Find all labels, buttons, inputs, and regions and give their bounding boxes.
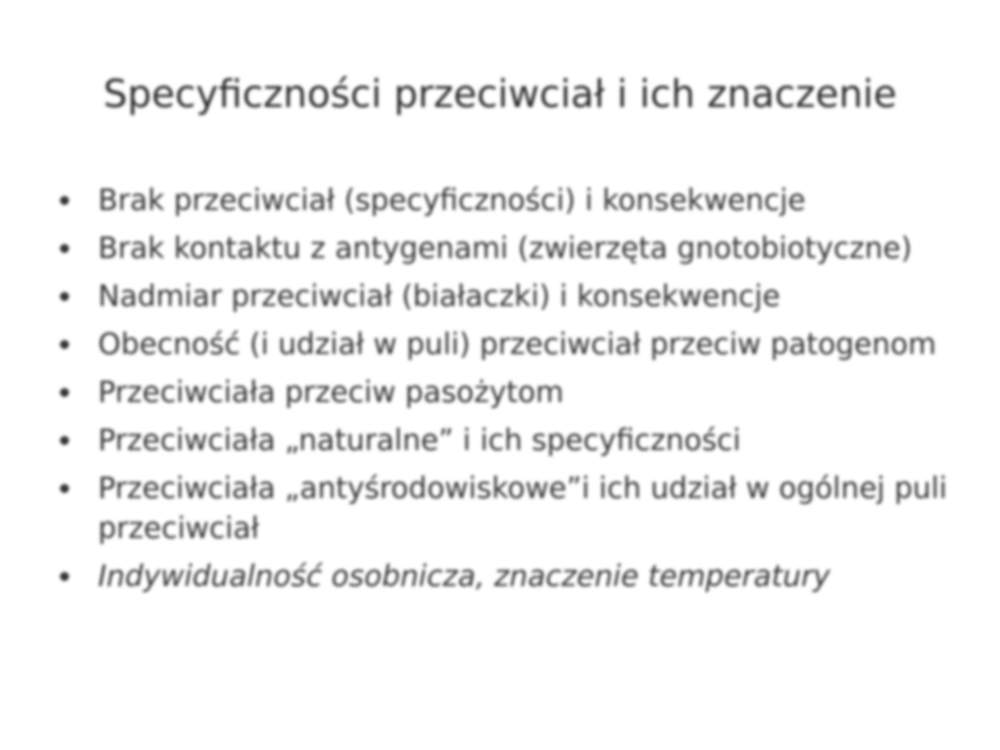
bullet-text: Brak kontaktu z antygenami (zwierzęta gnotobiotyczne) (98, 231, 913, 265)
slide-title: Specyficzności przeciwciał i ich znaczenie (103, 72, 897, 116)
bullet-icon (60, 244, 69, 253)
bullet-item (60, 556, 960, 596)
bullet-icon (60, 340, 69, 349)
bullet-item (60, 420, 960, 460)
bullet-text: Przeciwciała przeciw pasożytom (98, 375, 564, 409)
bullet-item (60, 276, 960, 316)
bullet-text: Przeciwciała „antyśrodowiskowe”i ich udział w ogólnej puli przeciwciał (98, 471, 948, 545)
bullet-icon (60, 436, 69, 445)
bullet-item (60, 324, 960, 364)
bullet-icon (60, 484, 69, 493)
bullet-text: Przeciwciała „naturalne” i ich specyficzności (98, 423, 741, 457)
bullet-icon (60, 572, 69, 581)
bullet-text: Obecność (i udział w puli) przeciwciał przeciw patogenom (98, 327, 937, 361)
bullet-item (60, 228, 960, 268)
bullet-item (60, 468, 960, 548)
bullet-text: Indywidualność osobnicza, znaczenie temperatury (98, 559, 831, 593)
bullet-icon (60, 196, 69, 205)
bullet-list (60, 180, 960, 604)
bullet-icon (60, 388, 69, 397)
bullet-item (60, 180, 960, 220)
bullet-text: Nadmiar przeciwciał (białaczki) i konsekwencje (98, 279, 781, 313)
bullet-text: Brak przeciwciał (specyficzności) i konsekwencje (98, 183, 806, 217)
bullet-item (60, 372, 960, 412)
bullet-icon (60, 292, 69, 301)
